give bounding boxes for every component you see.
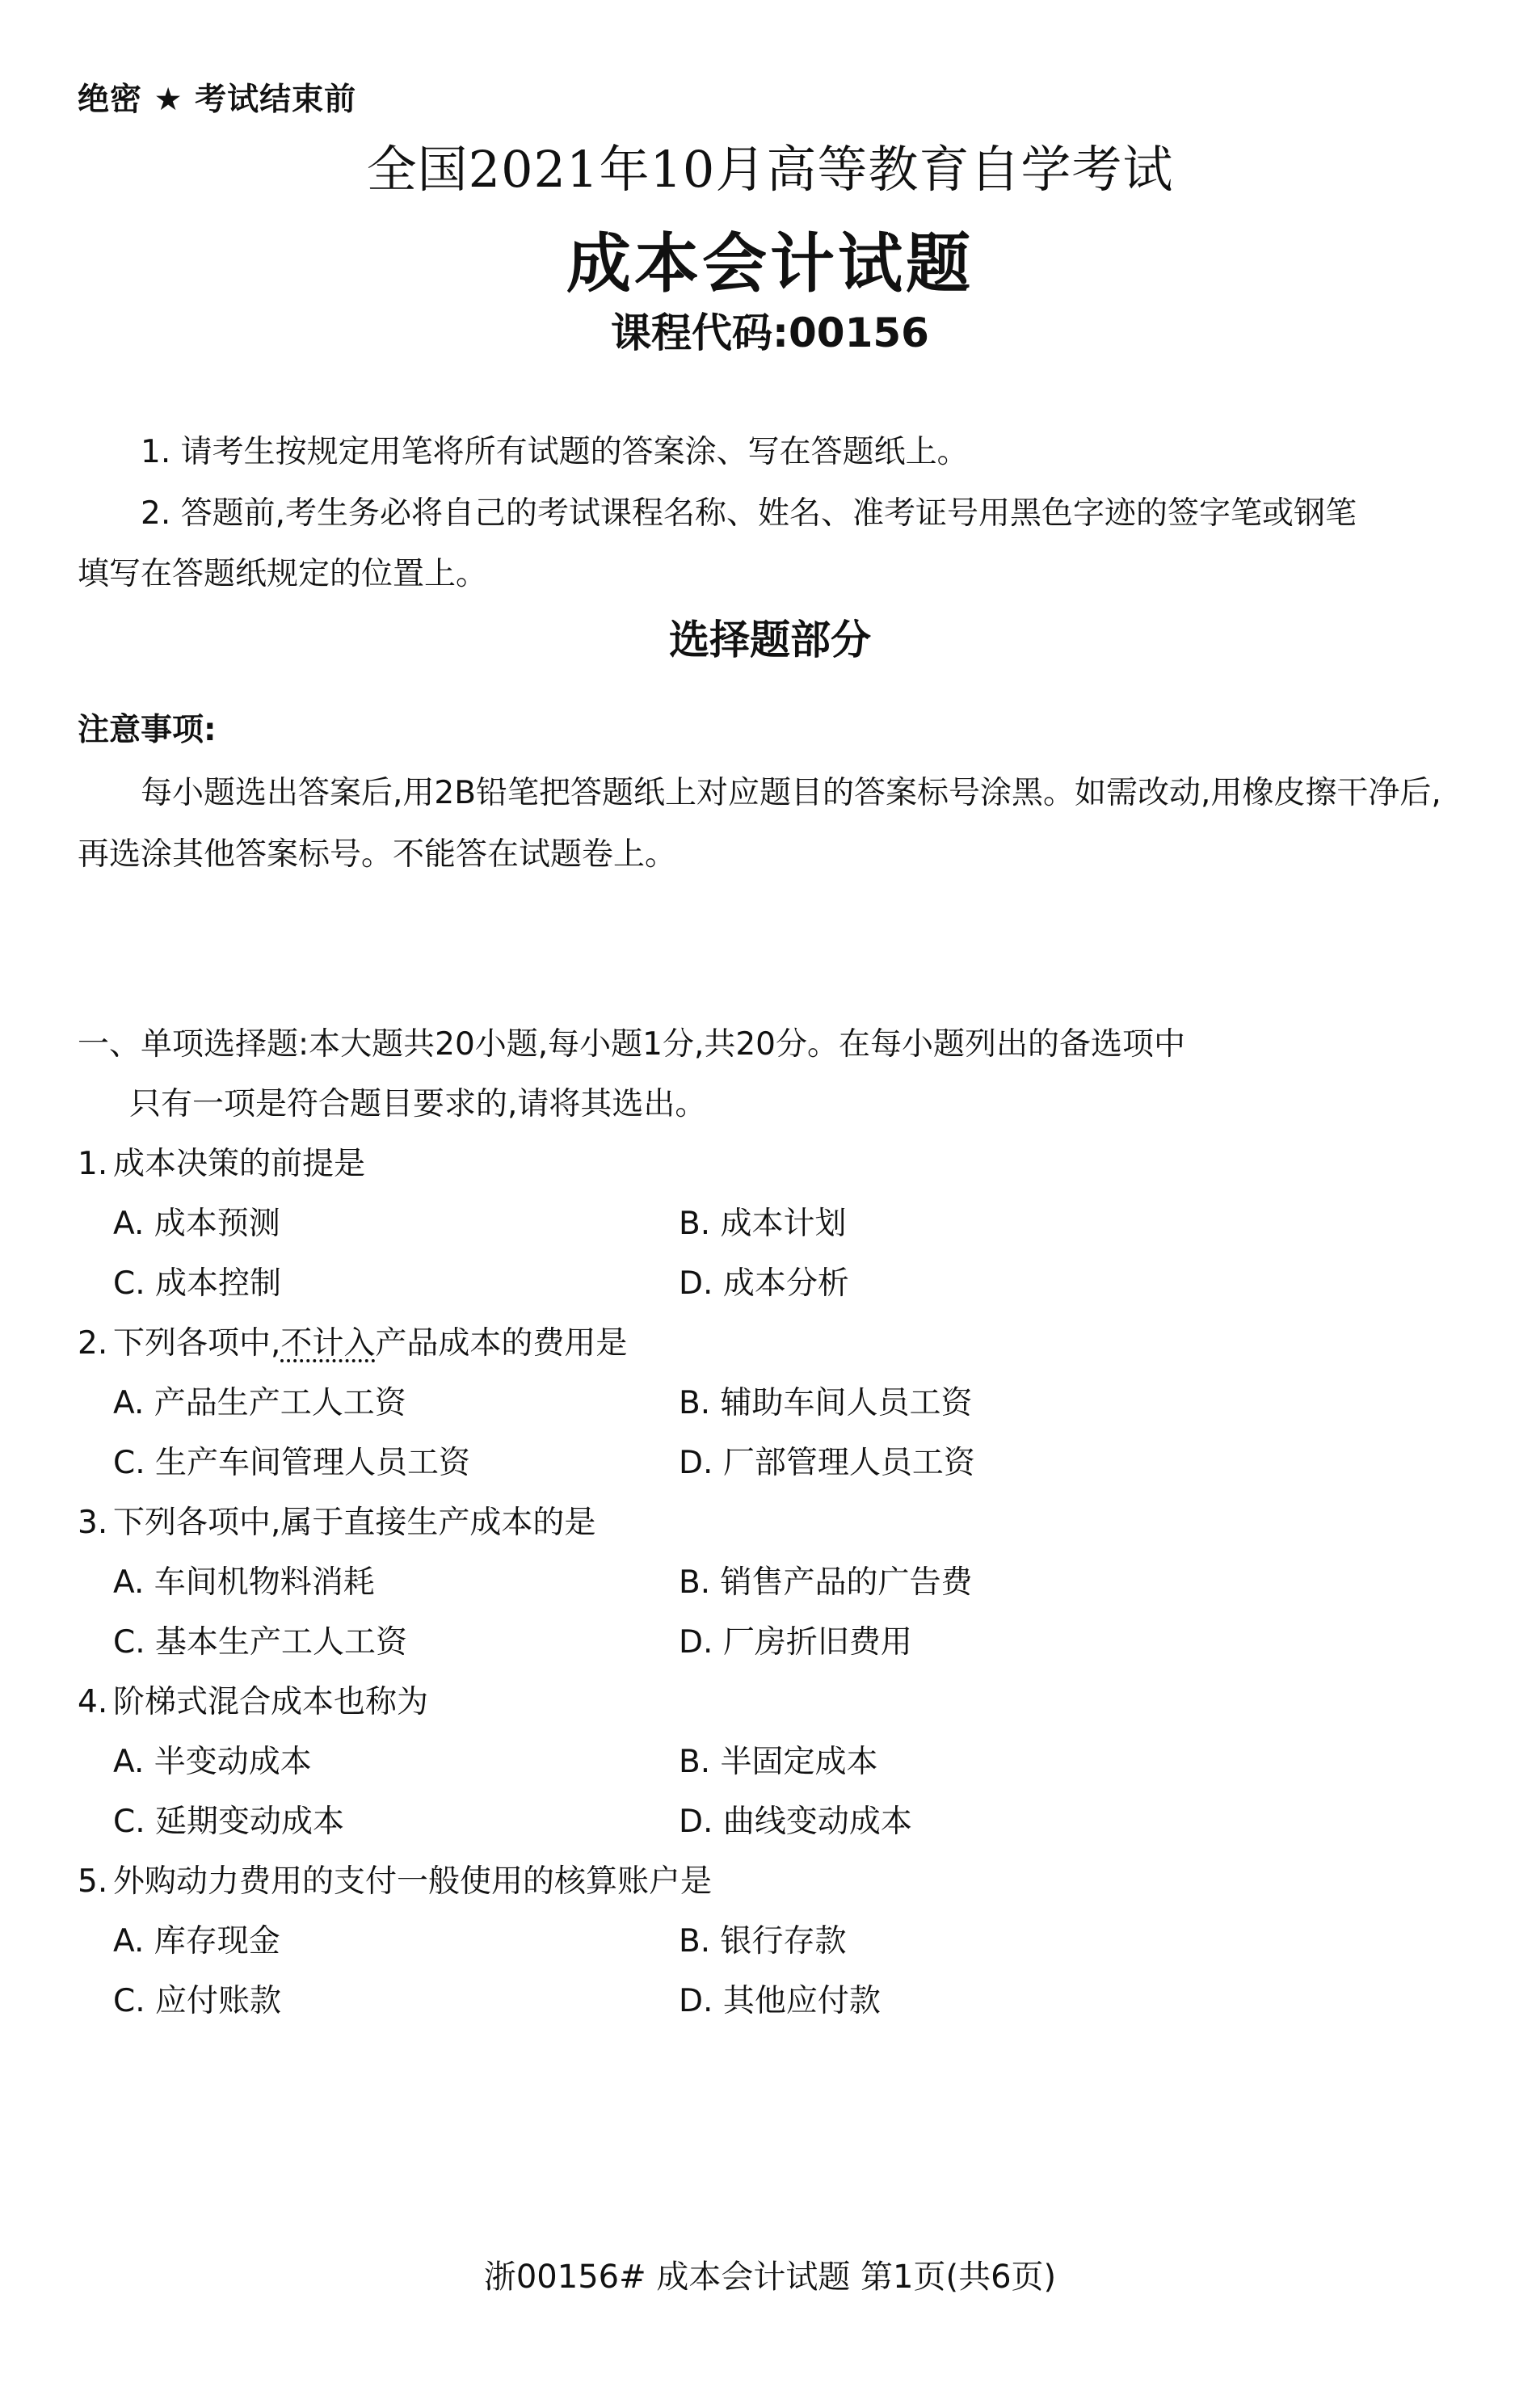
option-row	[78, 1374, 1467, 1433]
paper-title: 成本会计试题	[566, 226, 974, 301]
exam-header-title: 全国2021年10月高等教育自学考试	[366, 140, 1174, 199]
page-footer: 浙00156# 成本会计试题 第1页(共6页)	[483, 2259, 1057, 2296]
question-text-before: 下列各项中,	[113, 1325, 281, 1362]
notice-text: 每小题选出答案后,用2B铅笔把答题纸上对应题目的答案标号涂黑。如需改动,用橡皮擦干净后,再选涂其他答案标号。不能答在试题卷上。	[78, 775, 1441, 873]
part-heading	[78, 1015, 1467, 1135]
secret-label: 绝密 ★ 考试结束前	[78, 82, 357, 118]
option-d: D. 厂部管理人员工资	[679, 1445, 975, 1481]
question-2	[78, 1314, 1467, 1493]
option-b: B. 销售产品的广告费	[679, 1564, 973, 1601]
question-number: 4.	[78, 1684, 108, 1720]
question-stem	[78, 1852, 1467, 1912]
course-code: 课程代码:00156	[611, 309, 929, 356]
question-3	[78, 1493, 1467, 1673]
notice-label: 注意事项:	[78, 712, 217, 748]
option-c: C. 基本生产工人工资	[113, 1624, 408, 1661]
option-row	[78, 1613, 1467, 1673]
option-row	[78, 1792, 1467, 1852]
question-text-after: 产品成本的费用是	[375, 1325, 628, 1362]
question-stem	[78, 1673, 1467, 1732]
question-stem	[78, 1493, 1467, 1553]
question-number: 1.	[78, 1146, 108, 1182]
option-row	[78, 1553, 1467, 1613]
option-row	[78, 1732, 1467, 1792]
question-text: 外购动力费用的支付一般使用的核算账户是	[113, 1863, 713, 1900]
instruction-2-text: 2. 答题前,考生务必将自己的考试课程名称、姓名、准考证号用黑色字迹的签字笔或钢笔	[141, 495, 1357, 532]
option-row	[78, 1194, 1467, 1254]
option-a: A. 半变动成本	[113, 1744, 312, 1780]
question-stem	[78, 1135, 1467, 1194]
question-4	[78, 1673, 1467, 1852]
question-number: 5.	[78, 1863, 108, 1900]
instruction-2-continued: 填写在答题纸规定的位置上。	[78, 556, 488, 592]
question-list	[78, 1135, 1467, 2031]
option-a: A. 车间机物料消耗	[113, 1564, 375, 1601]
section-title: 选择题部分	[669, 617, 871, 663]
question-text-emphasis: 不计入	[280, 1325, 376, 1362]
question-5	[78, 1852, 1467, 2031]
question-text: 下列各项中,属于直接生产成本的是	[113, 1505, 596, 1541]
option-b: B. 成本计划	[679, 1206, 847, 1242]
part-heading-line1: 一、单项选择题:本大题共20小题,每小题1分,共20分。在每小题列出的备选项中	[78, 1026, 1185, 1063]
question-number: 2.	[78, 1325, 108, 1362]
option-a: A. 成本预测	[113, 1206, 280, 1242]
instruction-1-text: 1. 请考生按规定用笔将所有试题的答案涂、写在答题纸上。	[141, 434, 969, 470]
option-d: D. 曲线变动成本	[679, 1804, 912, 1840]
option-a: A. 产品生产工人工资	[113, 1385, 406, 1421]
question-stem	[78, 1314, 1467, 1374]
option-row	[78, 1433, 1467, 1493]
option-d: D. 成本分析	[679, 1265, 849, 1302]
option-row	[78, 1972, 1467, 2031]
option-b: B. 银行存款	[679, 1923, 847, 1960]
part-heading-line2: 只有一项是符合题目要求的,请将其选出。	[129, 1086, 707, 1122]
option-row	[78, 1254, 1467, 1314]
question-number: 3.	[78, 1505, 108, 1541]
option-b: B. 半固定成本	[679, 1744, 878, 1780]
option-d: D. 厂房折旧费用	[679, 1624, 912, 1661]
question-text: 成本决策的前提是	[113, 1146, 366, 1182]
instruction-1	[78, 422, 1467, 482]
option-c: C. 成本控制	[113, 1265, 282, 1302]
instruction-2	[78, 483, 1467, 604]
option-c: C. 应付账款	[113, 1983, 282, 2019]
question-text: 阶梯式混合成本也称为	[113, 1684, 429, 1720]
option-c: C. 生产车间管理人员工资	[113, 1445, 471, 1481]
option-b: B. 辅助车间人员工资	[679, 1385, 973, 1421]
option-row	[78, 1912, 1467, 1972]
option-a: A. 库存现金	[113, 1923, 280, 1960]
question-1	[78, 1135, 1467, 1314]
option-c: C. 延期变动成本	[113, 1804, 345, 1840]
option-d: D. 其他应付款	[679, 1983, 881, 2019]
